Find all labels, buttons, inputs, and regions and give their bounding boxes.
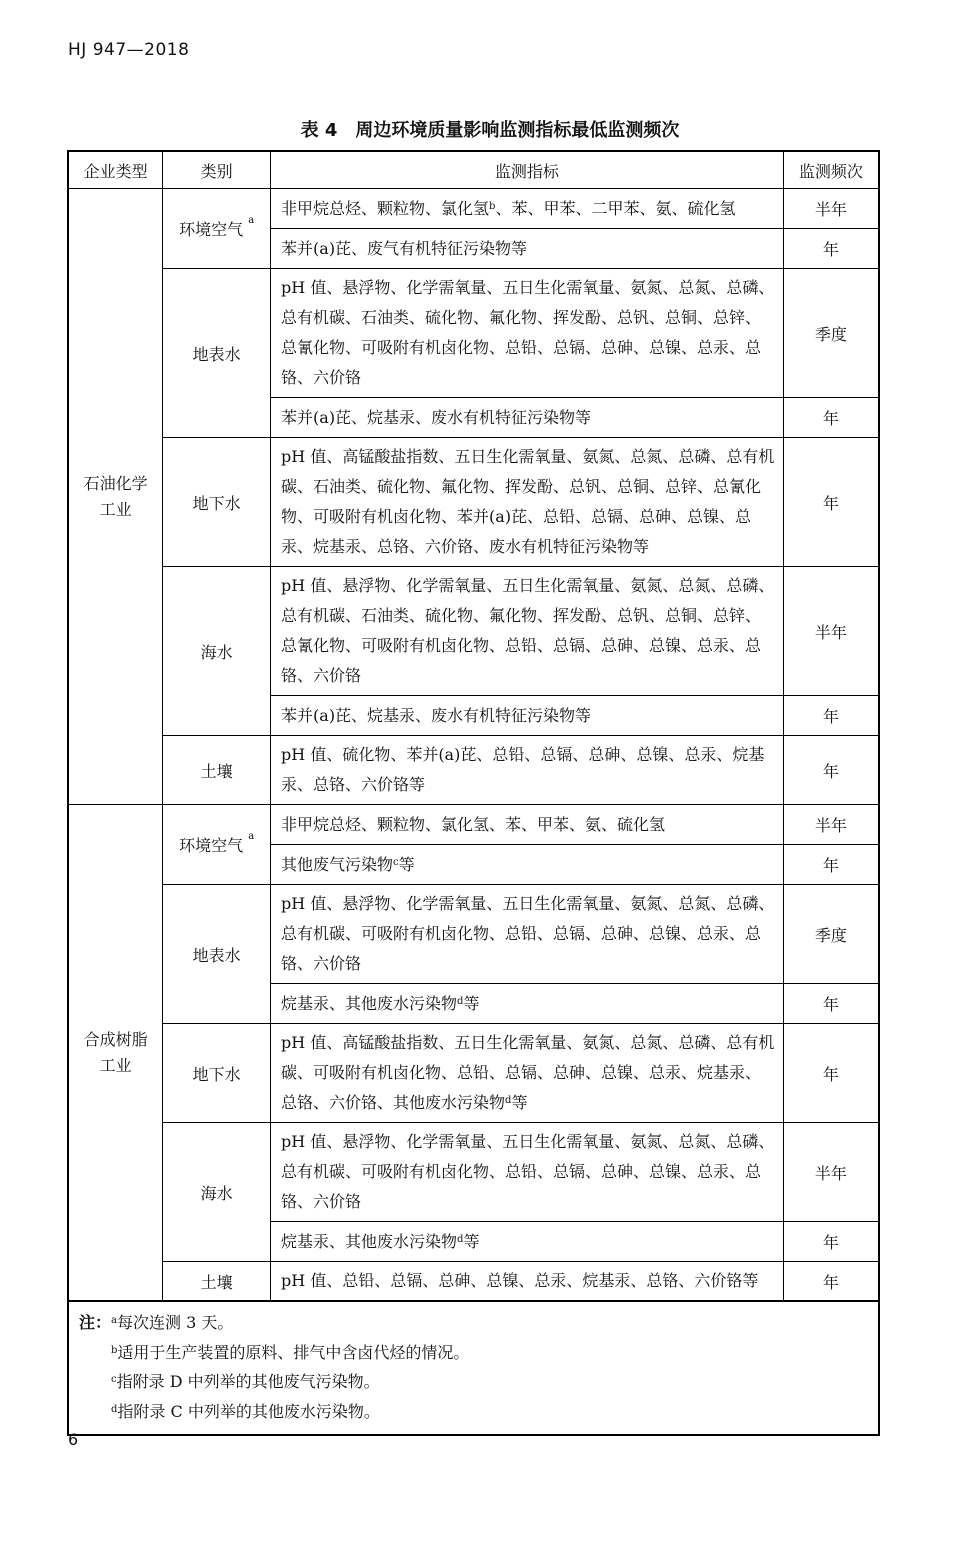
indicator-text: 烷基汞、其他废水污染物 bbox=[281, 1231, 458, 1251]
table-row bbox=[68, 1024, 879, 1123]
frequency-cell: 半年 bbox=[783, 805, 879, 845]
footnote-mark: a bbox=[248, 215, 255, 226]
notes-label: 注： bbox=[79, 1313, 112, 1332]
indicator-cell bbox=[271, 984, 784, 1024]
note-item bbox=[79, 1308, 878, 1338]
frequency-cell: 季度 bbox=[783, 269, 879, 398]
note-text: 每次连测 3 天。 bbox=[116, 1313, 234, 1332]
indicator-cell bbox=[271, 1222, 784, 1262]
frequency-cell: 年 bbox=[783, 398, 879, 438]
notes-row bbox=[68, 1301, 879, 1435]
indicator-text-tail: 等 bbox=[463, 993, 480, 1013]
indicator-cell bbox=[271, 189, 784, 229]
indicator-cell: 非甲烷总烃、颗粒物、氯化氢、苯、甲苯、氨、硫化氢 bbox=[271, 805, 784, 845]
frequency-cell: 季度 bbox=[783, 885, 879, 984]
frequency-cell: 年 bbox=[783, 1262, 879, 1302]
table-row bbox=[68, 269, 879, 398]
frequency-cell: 年 bbox=[783, 1024, 879, 1123]
note-text: 适用于生产装置的原料、排气中含卤代烃的情况。 bbox=[117, 1342, 470, 1362]
category-cell: 土壤 bbox=[163, 1262, 271, 1302]
document-code-header: HJ 947—2018 bbox=[68, 40, 190, 60]
category-cell: 地下水 bbox=[163, 438, 271, 567]
frequency-cell: 半年 bbox=[783, 567, 879, 696]
monitoring-frequency-table bbox=[67, 150, 880, 1436]
footnote-mark: b bbox=[489, 200, 496, 212]
indicator-cell: pH 值、悬浮物、化学需氧量、五日生化需氧量、氨氮、总氮、总磷、总有机碳、可吸附有机卤化物、总铅、总镉、总砷、总镍、总汞、总铬、六价铬 bbox=[271, 885, 784, 984]
footnote-mark: d bbox=[111, 1403, 118, 1415]
table-row bbox=[68, 885, 879, 984]
frequency-cell: 年 bbox=[783, 984, 879, 1024]
enterprise-label: 合成树脂 工业 bbox=[83, 1029, 148, 1075]
note-text: 指附录 D 中列举的其他废气污染物。 bbox=[116, 1372, 380, 1391]
frequency-cell: 年 bbox=[783, 1222, 879, 1262]
indicator-cell: pH 值、悬浮物、化学需氧量、五日生化需氧量、氨氮、总氮、总磷、总有机碳、石油类、硫化物、氟化物、挥发酚、总钒、总铜、总锌、总氰化物、可吸附有机卤化物、总铅、总镉、总砷、总镍、总汞、总铬、六价铬 bbox=[271, 269, 784, 398]
category-cell bbox=[163, 189, 271, 269]
frequency-cell: 年 bbox=[783, 736, 879, 805]
table-row bbox=[68, 805, 879, 845]
indicator-cell: 苯并(a)芘、烷基汞、废水有机特征污染物等 bbox=[271, 398, 784, 438]
frequency-cell: 年 bbox=[783, 229, 879, 269]
category-cell: 土壤 bbox=[163, 736, 271, 805]
table-row bbox=[68, 1123, 879, 1222]
indicator-cell: pH 值、硫化物、苯并(a)芘、总铅、总镉、总砷、总镍、总汞、烷基汞、总铬、六价铬等 bbox=[271, 736, 784, 805]
category-label: 环境空气 bbox=[179, 220, 244, 239]
indicator-text-tail: 等 bbox=[463, 1231, 480, 1251]
col-header-category: 类别 bbox=[163, 151, 271, 189]
footnote-mark: d bbox=[457, 1233, 464, 1245]
category-cell: 海水 bbox=[163, 1123, 271, 1262]
frequency-cell: 年 bbox=[783, 438, 879, 567]
category-cell: 地表水 bbox=[163, 269, 271, 438]
footnote-mark: a bbox=[248, 831, 255, 842]
indicator-text: 烷基汞、其他废水污染物 bbox=[281, 993, 458, 1013]
indicator-cell bbox=[271, 1024, 784, 1123]
category-label: 环境空气 bbox=[179, 836, 244, 855]
table-header-row bbox=[68, 151, 879, 189]
note-item bbox=[79, 1397, 878, 1427]
note-item bbox=[79, 1338, 878, 1368]
table-row bbox=[68, 567, 879, 696]
footnote-mark: b bbox=[111, 1344, 118, 1356]
indicator-text-tail: 、苯、甲苯、二甲苯、氨、硫化氢 bbox=[495, 198, 736, 218]
page-number: 6 bbox=[68, 1430, 79, 1449]
footnote-mark: d bbox=[505, 1095, 512, 1106]
table-row bbox=[68, 438, 879, 567]
indicator-cell: pH 值、悬浮物、化学需氧量、五日生化需氧量、氨氮、总氮、总磷、总有机碳、可吸附有机卤化物、总铅、总镉、总砷、总镍、总汞、总铬、六价铬 bbox=[271, 1123, 784, 1222]
footnote-mark: d bbox=[457, 995, 464, 1007]
table-caption: 表 4 周边环境质量影响监测指标最低监测频次 bbox=[300, 120, 680, 141]
indicator-text-tail: 等 bbox=[511, 1093, 528, 1112]
frequency-cell: 年 bbox=[783, 845, 879, 885]
indicator-cell: pH 值、悬浮物、化学需氧量、五日生化需氧量、氨氮、总氮、总磷、总有机碳、石油类、硫化物、氟化物、挥发酚、总钒、总铜、总锌、总氰化物、可吸附有机卤化物、总铅、总镉、总砷、总镍、总汞、总铬、六价铬 bbox=[271, 567, 784, 696]
col-header-indicators: 监测指标 bbox=[271, 151, 784, 189]
col-header-frequency: 监测频次 bbox=[783, 151, 879, 189]
table-row bbox=[68, 736, 879, 805]
category-cell: 海水 bbox=[163, 567, 271, 736]
frequency-cell: 年 bbox=[783, 696, 879, 736]
indicator-text: 其他废气污染物 bbox=[281, 854, 394, 874]
table-row bbox=[68, 189, 879, 229]
footnote-mark: c bbox=[111, 1374, 117, 1385]
indicator-text-tail: 等 bbox=[398, 854, 415, 874]
category-cell: 地下水 bbox=[163, 1024, 271, 1123]
indicator-cell: pH 值、高锰酸盐指数、五日生化需氧量、氨氮、总氮、总磷、总有机碳、石油类、硫化物、氟化物、挥发酚、总钒、总铜、总锌、总氰化物、可吸附有机卤化物、苯并(a)芘、总铅、总镉、总砷、总镍、总汞、烷基汞、总铬、六价铬、废水有机特征污染物等 bbox=[271, 438, 784, 567]
indicator-cell bbox=[271, 845, 784, 885]
enterprise-type-petrochemical bbox=[68, 189, 163, 805]
footnote-mark: a bbox=[111, 1315, 117, 1326]
table-row bbox=[68, 1262, 879, 1302]
enterprise-type-synthetic-resin bbox=[68, 805, 163, 1302]
category-cell: 地表水 bbox=[163, 885, 271, 1024]
note-item bbox=[79, 1367, 878, 1397]
enterprise-label: 石油化学 工业 bbox=[83, 473, 148, 519]
category-cell bbox=[163, 805, 271, 885]
indicator-text: 非甲烷总烃、颗粒物、氯化氢 bbox=[281, 198, 490, 218]
frequency-cell: 半年 bbox=[783, 1123, 879, 1222]
table-notes bbox=[68, 1301, 879, 1435]
indicator-cell: 苯并(a)芘、废气有机特征污染物等 bbox=[271, 229, 784, 269]
indicator-text: pH 值、高锰酸盐指数、五日生化需氧量、氨氮、总氮、总磷、总有机碳、可吸附有机卤化物、总铅、总镉、总砷、总镍、总汞、烷基汞、总铬、六价铬、其他废水污染物 bbox=[281, 1033, 775, 1112]
indicator-cell: 苯并(a)芘、烷基汞、废水有机特征污染物等 bbox=[271, 696, 784, 736]
footnote-mark: c bbox=[393, 856, 399, 868]
indicator-cell: pH 值、总铅、总镉、总砷、总镍、总汞、烷基汞、总铬、六价铬等 bbox=[271, 1262, 784, 1302]
note-text: 指附录 C 中列举的其他废水污染物。 bbox=[117, 1401, 380, 1421]
col-header-enterprise-type: 企业类型 bbox=[68, 151, 163, 189]
frequency-cell: 半年 bbox=[783, 189, 879, 229]
